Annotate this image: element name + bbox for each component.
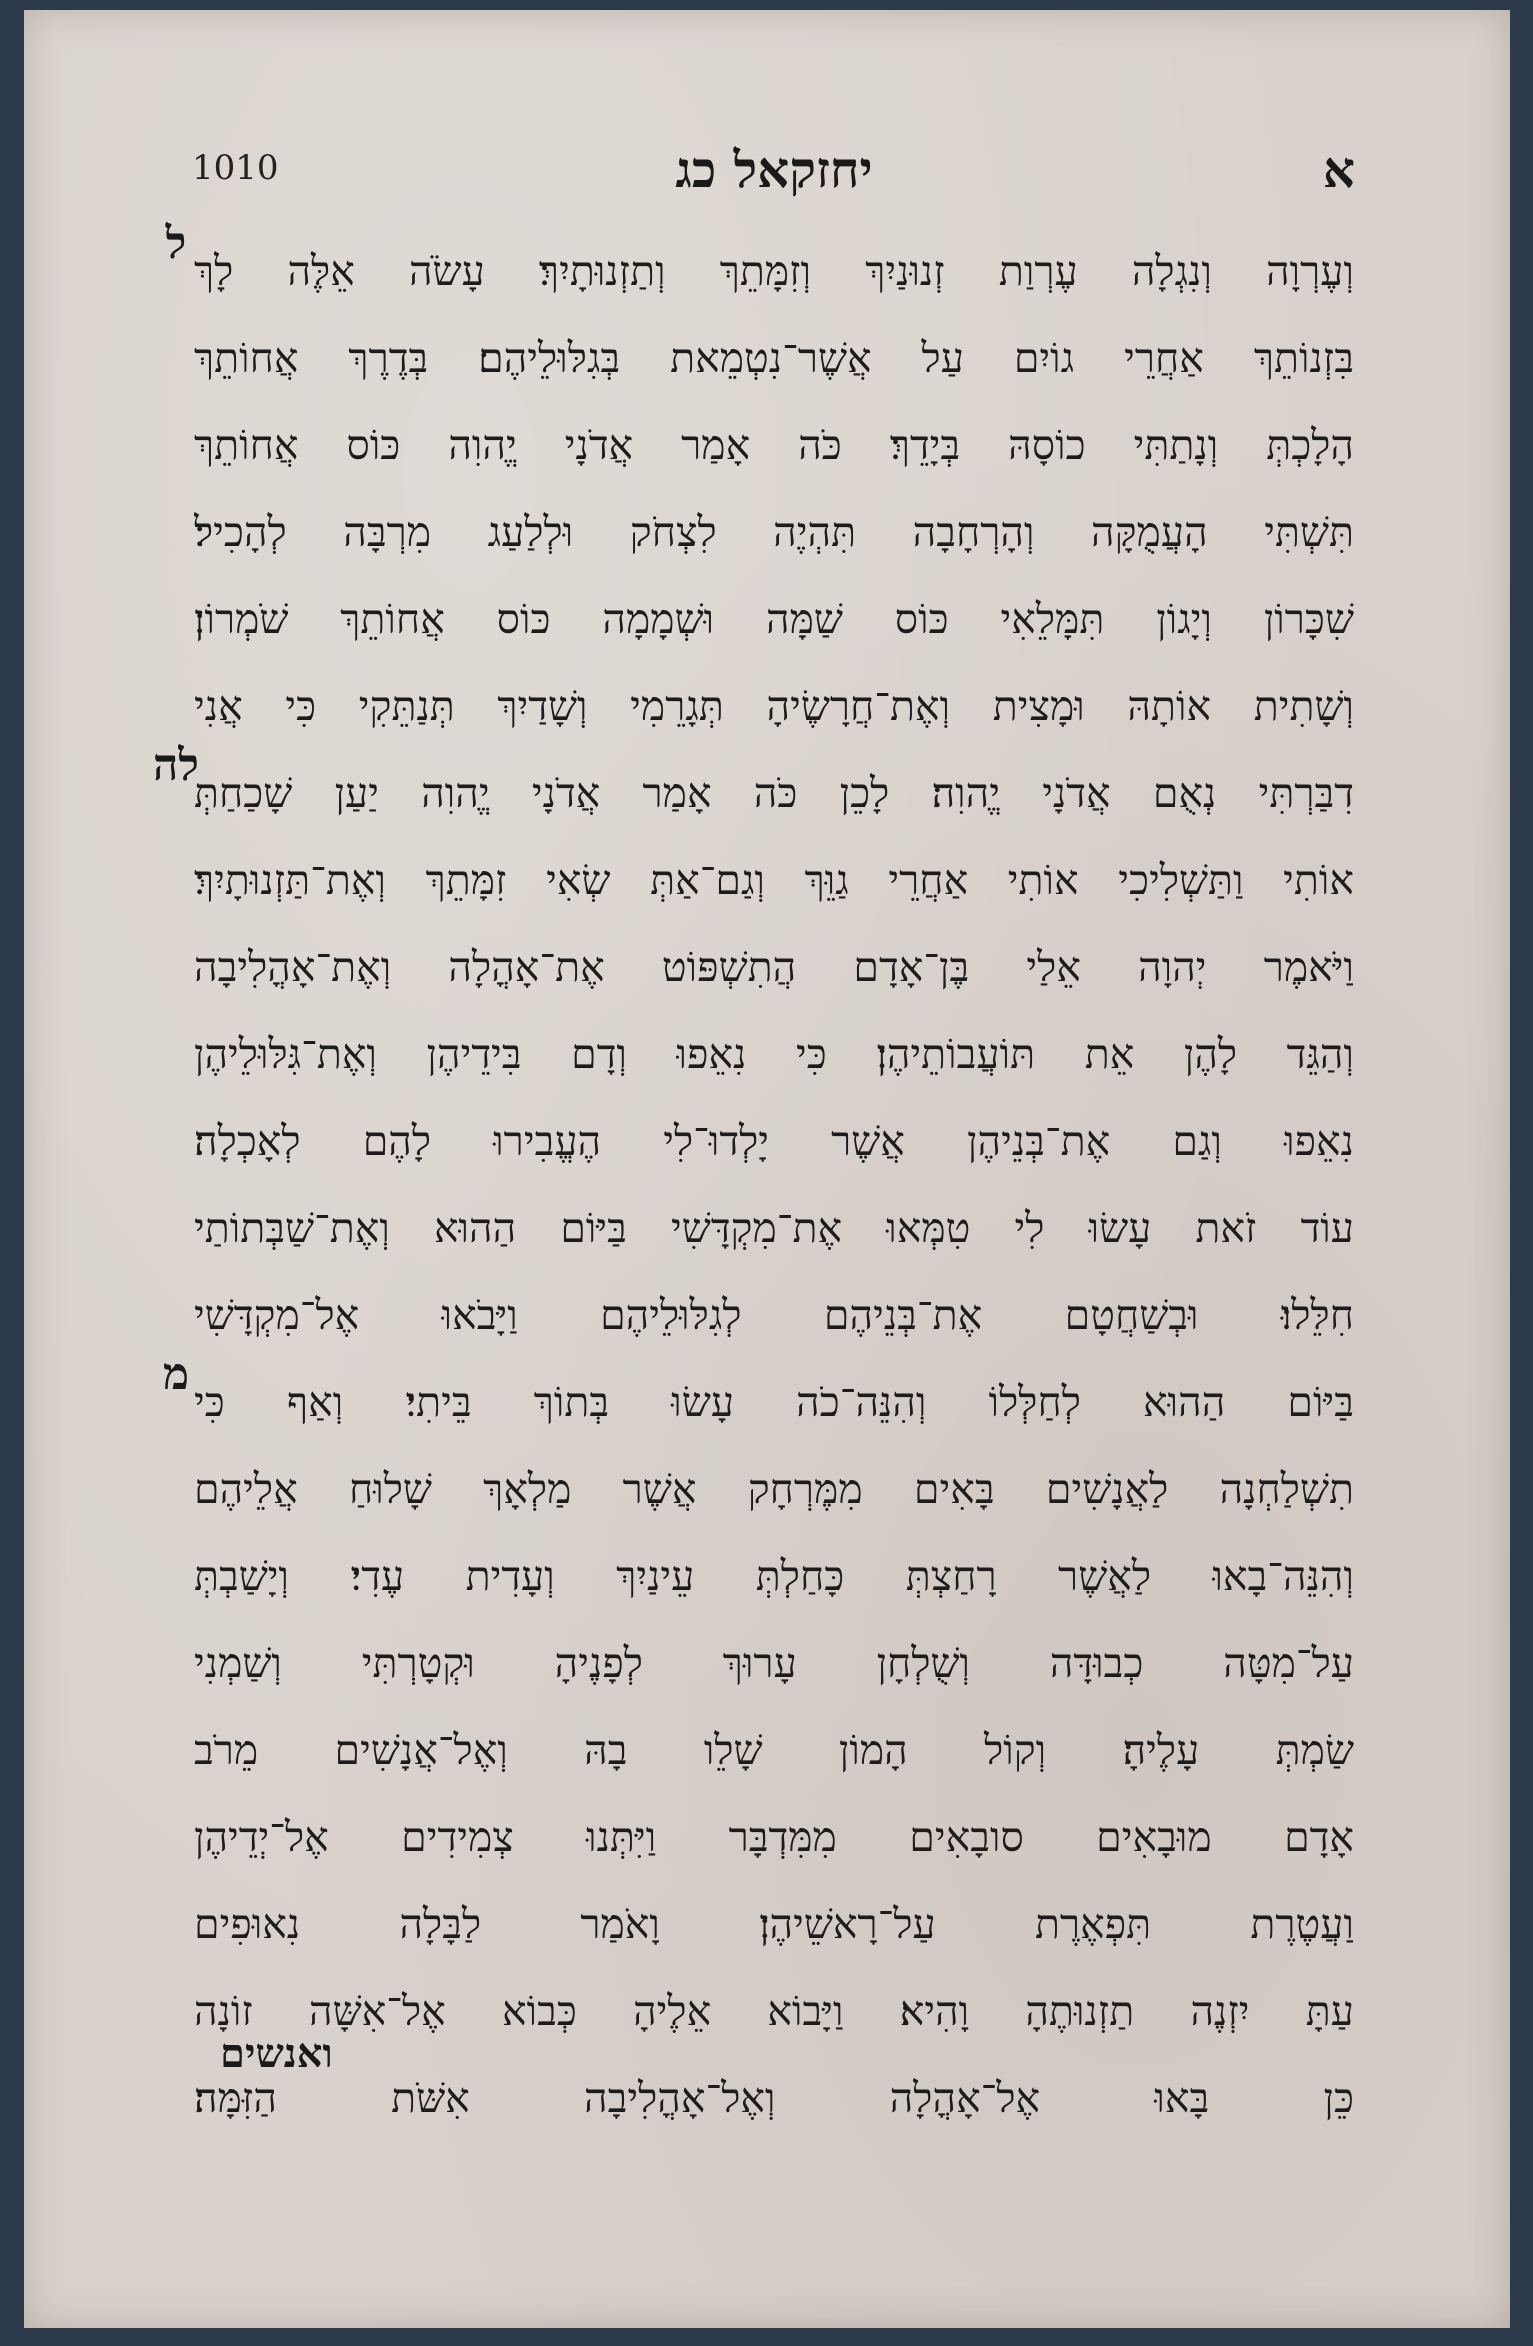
text-line: וְהַגֵּד לָהֶן אֵת תּוֹעֲבוֹתֵיהֶן׃ כִּי נִאֵפוּ וְדָם בִּידֵיהֶן וְאֶת־גִּלּוּלֵיהֶן <box>194 1030 1354 1078</box>
text-line: וַיֹּאמֶר יְהוָה אֵלַי בֶּן־אָדָם הֲתִשְׁפּוֹט אֶת־אָהֳלָה וְאֶת־אָהֳלִיבָה <box>194 943 1354 991</box>
text-line: וַעֲטֶרֶת תִּפְאֶרֶת עַל־רָאשֵׁיהֶן׃ וָאֹמַר לַבָּלָה נִאוּפִים <box>194 1900 1354 1948</box>
leaf-mark: א <box>1322 140 1355 199</box>
verse-markers <box>24 10 199 2310</box>
text-line: חִלֵּלוּ׃ וּבְשַׁחֲטָם אֶת־בְּנֵיהֶם לְגִלּוּלֵיהֶם וַיָּבֹאוּ אֶל־מִקְדָּשִׁי <box>194 1291 1354 1339</box>
catchword: ואנשים <box>220 2030 333 2077</box>
text-line: דִבַּרְתִּי נְאֻם אֲדֹנָי יֱהוִה׃ לָכֵן כֹּה אָמַר אֲדֹנָי יֱהוִה יַעַן שָׁכַחַתְּ <box>194 769 1354 817</box>
text-line: עַל־מִטָּה כְבוּדָּה וְשֻׁלְחָן עָרוּךְ לְפָנֶיהָ וּקְטָרְתִּי וְשַׁמְנִי <box>194 1639 1354 1687</box>
text-line: נִאֵפוּ וְגַם אֶת־בְּנֵיהֶן אֲשֶׁר יָלְדוּ־לִי הֶעֱבִירוּ לָהֶם לְאָכְלָה׃ <box>194 1117 1354 1165</box>
text-line: שִׁכָּרוֹן וְיָגוֹן תִּמָּלֵאִי כּוֹס שַׁמָּה וּשְׁמָמָה כּוֹס אֲחוֹתֵךְ שֹׁמְרוֹן׃ <box>194 595 1354 643</box>
text-line: תִשְׁלַחְנָה לַאֲנָשִׁים בָּאִים מִמֶּרְחָק אֲשֶׁר מַלְאָךְ שָׁלוּחַ אֲלֵיהֶם <box>194 1465 1354 1513</box>
text-line: בַּיּוֹם הַהוּא לְחַלְּלוֹ וְהִנֵּה־כֹה עָשׂוּ בְּתוֹךְ בֵּיתִי׃ וְאַף כִּי <box>194 1378 1354 1426</box>
text-line: שַׂמְתְּ עָלֶיהָ׃ וְקוֹל הָמוֹן שָׁלֵו בָהּ וְאֶל־אֲנָשִׁים מֵרֹב <box>194 1726 1354 1774</box>
text-line: אוֹתִי וַתַּשְׁלִיכִי אוֹתִי אַחֲרֵי גַוֵּךְ וְגַם־אַתְּ שְׂאִי זִמָּתֵךְ וְאֶת־תַּזְנוּתָיִךְ׃ <box>194 856 1354 904</box>
page-header <box>24 140 1510 210</box>
page-number: 1010 <box>192 148 279 188</box>
text-line: וְעֶרְוָה וְנִגְלָה עֶרְוַת זְנוּנַיִךְ וְזִמָּתֵךְ וְתַזְנוּתָיִךְ׃ עָשֹׂה אֵלֶּה לָךְ <box>194 247 1354 295</box>
manuscript-page <box>24 10 1510 2328</box>
text-line: וְשָׁתִית אוֹתָהּ וּמָצִית וְאֶת־חֲרָשֶׂיהָ תְּגָרֵמִי וְשָׁדַיִךְ תְּנַתֵּקִי כִּי אֲנִי <box>194 682 1354 730</box>
text-line: עַתָּ יִזְנֶה תַזְנוּתֶהָ וָהִיא׃ וַיָּבוֹא אֵלֶיהָ כְּבוֹא אֶל־אִשָּׁה זוֹנָה <box>194 1987 1354 2035</box>
verse-marker-lamed-he: לה <box>153 740 199 791</box>
text-line: אָדָם מוּבָאִים סובָאִים מִמִּדְבָּר וַיִּתְּנוּ צְמִידִים אֶל־יְדֵיהֶן <box>194 1813 1354 1861</box>
text-line: בִּזְנוֹתֵךְ אַחֲרֵי גוֹיִם עַל אֲשֶׁר־נִטְמֵאת בְּגִלּוּלֵיהֶם׃ בְּדֶרֶךְ אֲחוֹתֵךְ <box>194 334 1354 382</box>
verse-marker-mem: מ <box>162 1349 190 1400</box>
text-line: עוֹד זֹאת עָשׂוּ לִי טִמְּאוּ אֶת־מִקְדָּשִׁי בַּיּוֹם הַהוּא וְאֶת־שַׁבְּתוֹתַי <box>194 1204 1354 1252</box>
text-line: וְהִנֵּה־בָאוּ לַאֲשֶׁר רָחַצְתְּ כָּחַלְתְּ עֵינַיִךְ וְעָדִית עֶדִי׃ וְיָשַׁבְתְּ <box>194 1552 1354 1600</box>
running-title: יחזקאל כג <box>675 140 873 199</box>
text-block <box>194 228 1354 2142</box>
text-line: הָלָכְתְּ וְנָתַתִּי כוֹסָהּ בְּיָדֵךְ׃ כֹּה אָמַר אֲדֹנָי יֱהוִה כּוֹס אֲחוֹתֵךְ <box>194 421 1354 469</box>
text-line: כֵּן בָּאוּ אֶל־אָהֳלָה וְאֶל־אָהֳלִיבָה אִשֹּׁת הַזִּמָּה׃ <box>194 2074 1354 2122</box>
text-line: תִּשְׁתִּי הָעֲמֻקָּה וְהָרְחָבָה תִּהְיֶה לִצְחֹק וּלְלַעַג מִרְבָּה לְהָכִיל׃ <box>194 508 1354 556</box>
verse-marker-lamed: ל <box>165 218 187 269</box>
